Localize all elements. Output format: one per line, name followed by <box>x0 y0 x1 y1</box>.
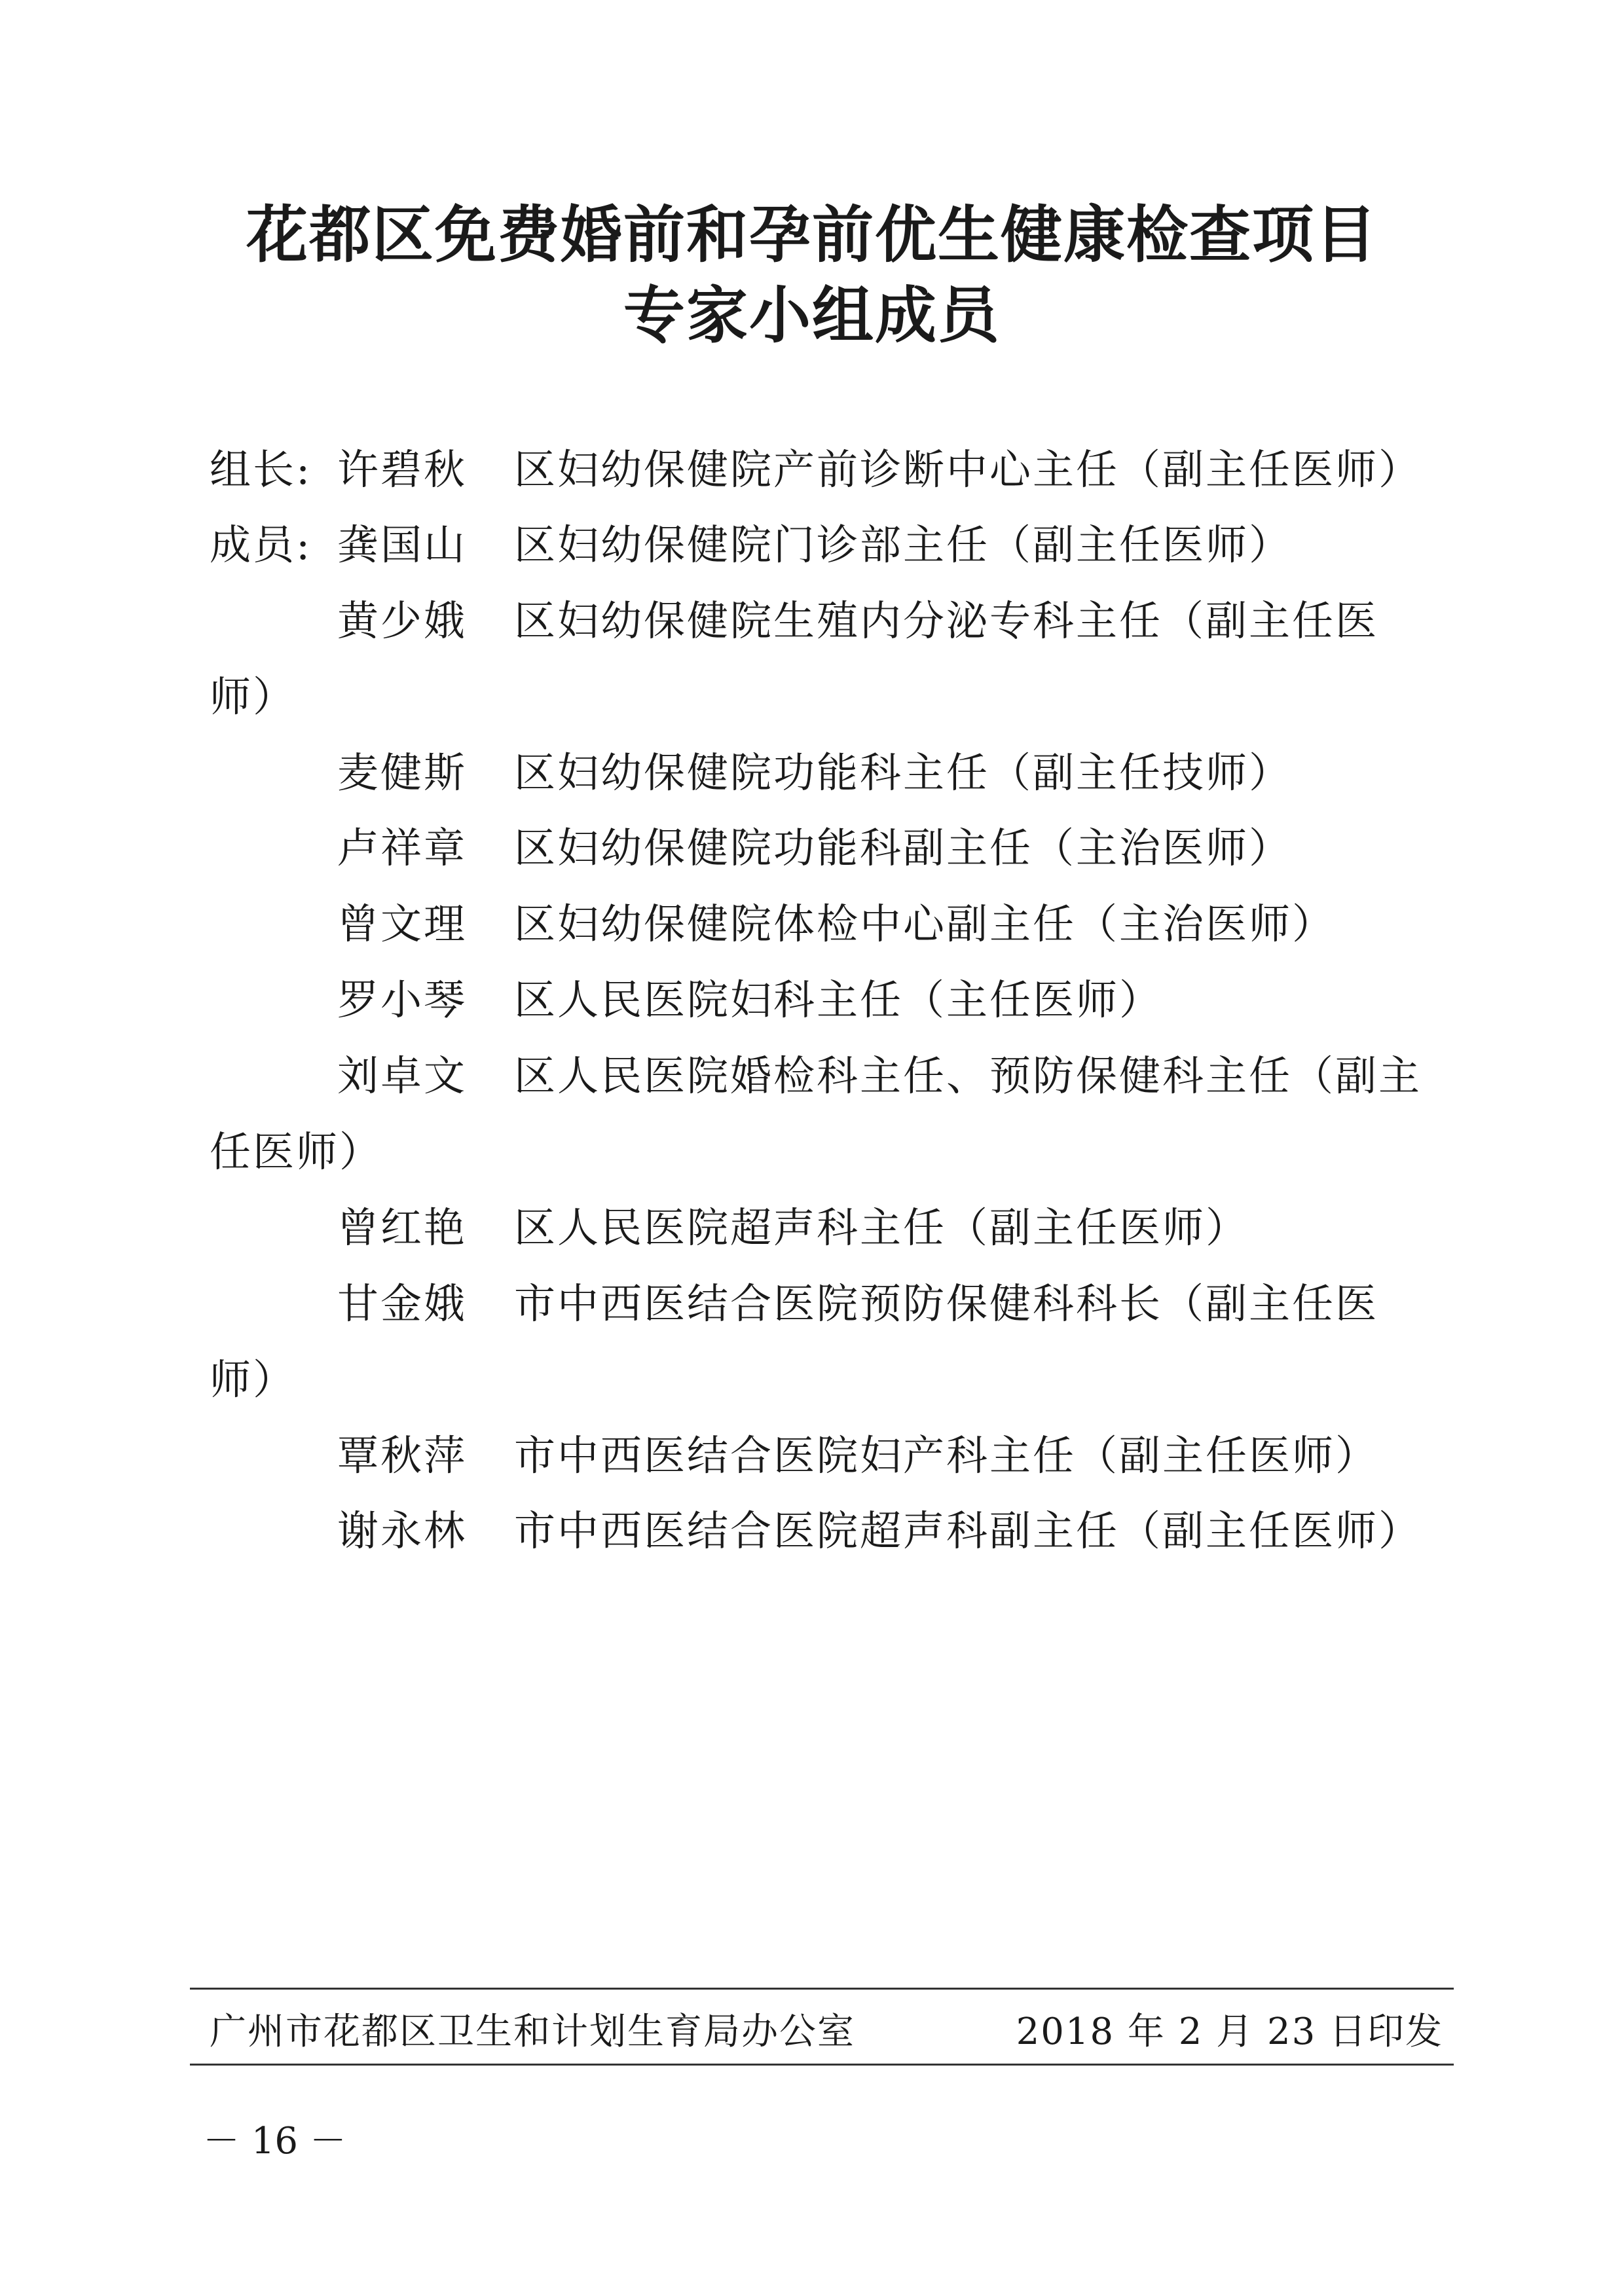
member-duty: 市中西医结合医院预防保健科科长（副主任医 <box>514 1280 1378 1328</box>
member-row <box>210 1280 1378 1328</box>
member-duty: 市中西医结合医院妇产科主任（副主任医师） <box>514 1432 1378 1480</box>
member-duty: 区妇幼保健院门诊部主任（副主任医师） <box>514 521 1292 569</box>
member-name: 黄少娥 <box>337 597 467 645</box>
member-row <box>210 521 1292 569</box>
member-row <box>210 1507 1422 1555</box>
document-title-line-2: 专家小组成员 <box>623 280 1001 352</box>
member-name: 罗小琴 <box>337 976 467 1024</box>
member-duty-continued: 任医师） <box>210 1128 382 1176</box>
member-duty: 区人民医院妇科主任（主任医师） <box>514 976 1162 1024</box>
member-duty: 区妇幼保健院体检中心副主任（主治医师） <box>514 900 1335 948</box>
member-duty: 区人民医院婚检科主任、预防保健科主任（副主 <box>514 1052 1422 1100</box>
member-duty: 区人民医院超声科主任（副主任医师） <box>514 1204 1249 1252</box>
member-name: 刘卓文 <box>337 1052 467 1100</box>
footer-issuer: 广州市花都区卫生和计划生育局办公室 <box>210 2011 855 2053</box>
member-duty: 区妇幼保健院功能科副主任（主治医师） <box>514 824 1292 872</box>
member-row <box>210 824 1292 872</box>
member-role: 组长: <box>210 446 312 494</box>
footer-issue-date: 2018 年 2 月 23 日印发 <box>1016 2011 1443 2053</box>
member-row <box>210 749 1292 797</box>
member-row <box>210 976 1162 1024</box>
member-name: 卢祥章 <box>337 824 467 872</box>
member-role: 成员: <box>210 521 312 569</box>
member-duty-continued: 师） <box>210 673 296 721</box>
member-name: 麦健斯 <box>337 749 467 797</box>
member-duty: 区妇幼保健院生殖内分泌专科主任（副主任医 <box>514 597 1378 645</box>
page-number: － 16 － <box>203 2120 346 2162</box>
document-title-line-1: 花都区免费婚前和孕前优生健康检查项目 <box>246 200 1378 271</box>
member-row <box>210 597 1378 645</box>
member-duty-continued: 师） <box>210 1356 296 1404</box>
member-row <box>210 1204 1249 1252</box>
member-duty: 市中西医结合医院超声科副主任（副主任医师） <box>514 1507 1422 1555</box>
member-row <box>210 1052 1422 1100</box>
member-row <box>210 900 1335 948</box>
member-name: 曾文理 <box>337 900 467 948</box>
member-name: 曾红艳 <box>337 1204 467 1252</box>
member-name: 甘金娥 <box>337 1280 467 1328</box>
member-duty: 区妇幼保健院功能科主任（副主任技师） <box>514 749 1292 797</box>
member-name: 龚国山 <box>337 521 467 569</box>
footer-top-rule <box>190 1988 1454 1990</box>
member-row <box>210 446 1422 494</box>
member-row <box>210 1432 1378 1480</box>
member-name: 谢永林 <box>337 1507 467 1555</box>
member-name: 许碧秋 <box>337 446 467 494</box>
footer-bottom-rule <box>190 2064 1454 2066</box>
member-duty: 区妇幼保健院产前诊断中心主任（副主任医师） <box>514 446 1422 494</box>
member-name: 覃秋萍 <box>337 1432 467 1480</box>
